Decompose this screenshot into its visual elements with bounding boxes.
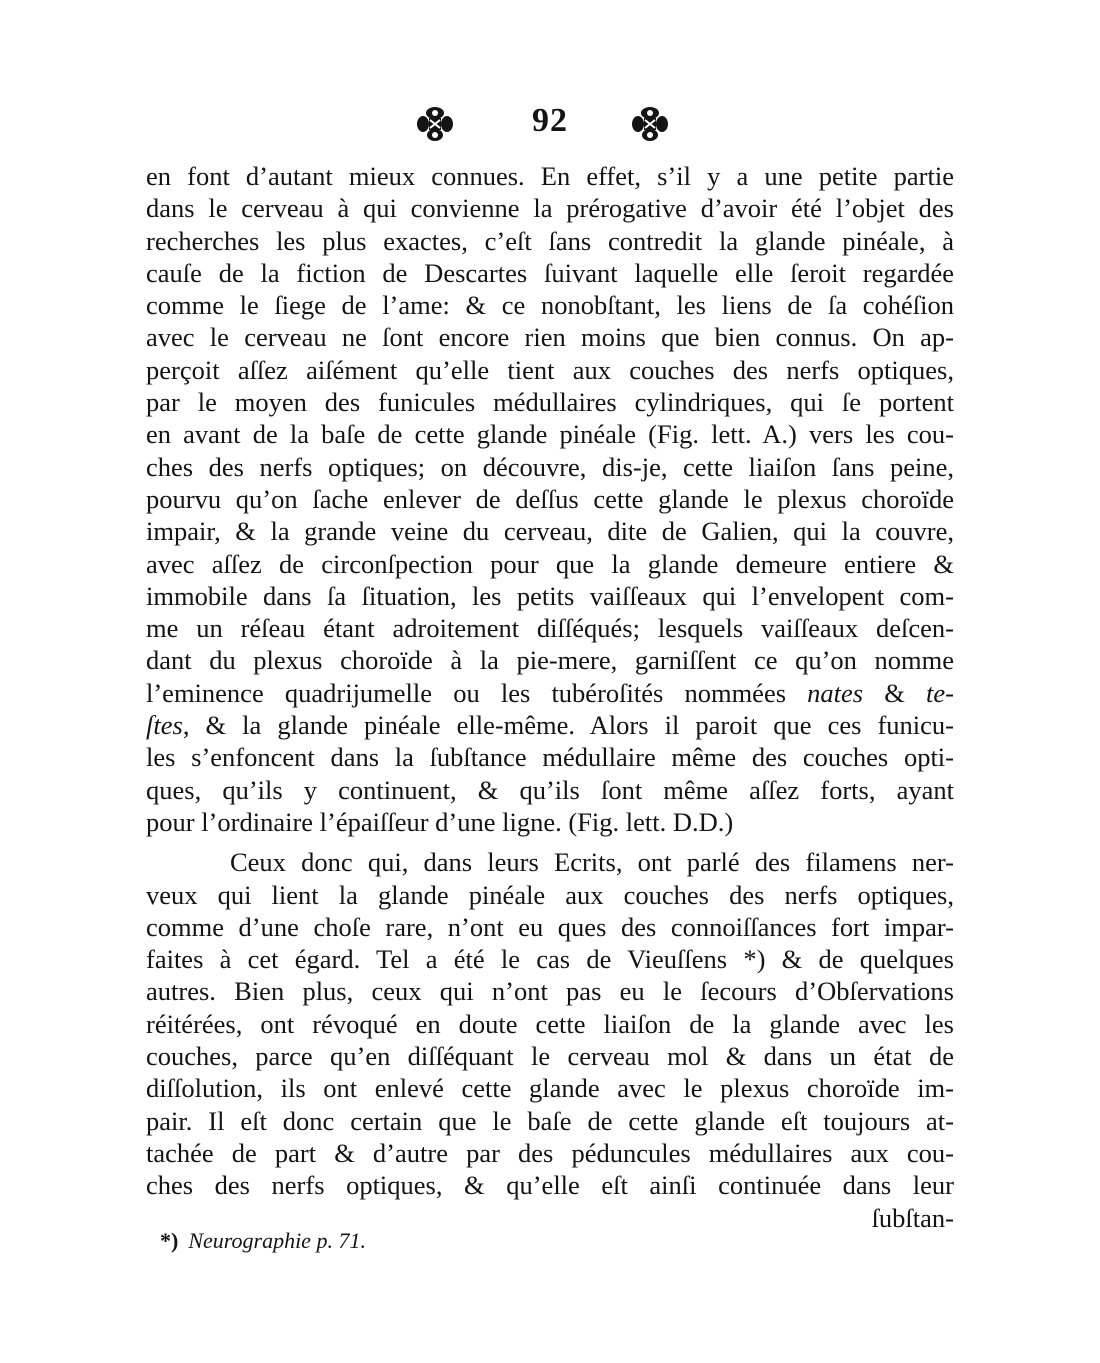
page-header <box>0 100 1100 150</box>
text-line: pourvu qu’on ſache enlever de deſſus cette glande le plexus choroïde <box>146 483 954 514</box>
page-number: 92 <box>532 102 568 139</box>
text-line: par le moyen des funicules médullaires cylindriques, qui ſe portent <box>146 387 954 418</box>
body-text <box>146 160 954 1234</box>
text-line: en font d’autant mieux connues. En effet, s’il y a une petite partie <box>146 161 954 191</box>
text-line: veux qui lient la glande pinéale aux couches des nerfs optiques, <box>146 879 954 910</box>
text-line: ches des nerfs optiques, & qu’elle eſt ainſi continuée dans leur <box>146 1170 954 1201</box>
text-segment: , & la glande pinéale elle-même. Alors il paroit que ces funicu- <box>182 710 954 741</box>
text-line: cauſe de la fiction de Descartes ſuivant laquelle elle ſeroit regardée <box>146 257 954 288</box>
ornament-left-icon <box>415 104 455 144</box>
text-line: réitérées, ont révoqué en doute cette liaiſon de la glande avec les <box>146 1008 954 1039</box>
text-line: autres. Bien plus, ceux qui n’ont pas eu le ſecours d’Obſervations <box>146 976 954 1007</box>
text-line: comme d’une choſe rare, n’ont eu ques des connoiſſances fort impar- <box>146 911 954 942</box>
italic-term-testes-end: ſtes <box>146 710 183 741</box>
text-line: Ceux donc qui, dans leurs Ecrits, ont parlé des filamens ner- <box>230 847 954 878</box>
text-segment: & <box>863 677 927 708</box>
paragraph-2 <box>146 846 954 1234</box>
text-line: diſſolution, ils ont enlevé cette glande avec le plexus choroïde im- <box>146 1073 954 1104</box>
text-line: comme le ſiege de l’ame: & ce nonobſtant, les liens de ſa cohéſion <box>146 290 954 321</box>
text-line: impair, & la grande veine du cerveau, dite de Galien, qui la couvre, <box>146 516 954 547</box>
text-line: couches, parce qu’en diſſéquant le cerveau mol & dans un état de <box>146 1041 954 1072</box>
catchword: ſubſtan- <box>871 1202 954 1233</box>
text-line: faites à cet égard. Tel a été le cas de Vieuſſens *) & de quelques <box>146 944 954 975</box>
text-line: dant du plexus choroïde à la pie-mere, garniſſent ce qu’on nomme <box>146 645 954 676</box>
text-line: recherches les plus exactes, c’eſt ſans contredit la glande pinéale, à <box>146 225 954 256</box>
text-line: avec aſſez de circonſpection pour que la glande demeure entiere & <box>146 548 954 579</box>
footnote-mark: *) <box>160 1228 179 1253</box>
text-line: les s’enfoncent dans la ſubſtance médullaire même des couches opti- <box>146 742 954 773</box>
paragraph-gap <box>146 838 954 846</box>
italic-term-nates: nates <box>807 677 864 708</box>
text-line: dans le cerveau à qui convienne la prérogative d’avoir été l’objet des <box>146 193 954 224</box>
text-line: avec le cerveau ne ſont encore rien moins que bien connus. On ap- <box>146 322 954 353</box>
text-line: ches des nerfs optiques; on découvre, dis-je, cette liaiſon ſans peine, <box>146 451 954 482</box>
text-line <box>146 709 954 741</box>
italic-term-testes-start: te- <box>926 677 954 708</box>
text-line: pour l’ordinaire l’épaiſſeur d’une ligne. (Fig. lett. D.D.) <box>146 806 734 837</box>
text-line: perçoit aſſez aiſément qu’elle tient aux couches des nerfs optiques, <box>146 354 954 385</box>
text-line: me un réſeau étant adroitement diſſéqués; lesquels vaiſſeaux deſcen- <box>146 613 954 644</box>
text-line <box>146 677 954 709</box>
ornament-right-icon <box>630 104 670 144</box>
text-line: immobile dans ſa ſituation, les petits vaiſſeaux qui l’envelopent com- <box>146 580 954 611</box>
footnote <box>160 1228 366 1254</box>
text-segment: l’eminence quadrijumelle ou les tubéroſités nommées <box>146 677 808 708</box>
footnote-text: Neurographie p. 71. <box>188 1228 366 1253</box>
text-line: pair. Il eſt donc certain que le baſe de cette glande eſt toujours at- <box>146 1105 954 1136</box>
text-line: ques, qu’ils y continuent, & qu’ils ſont même aſſez forts, ayant <box>146 774 954 805</box>
text-line: en avant de la baſe de cette glande pinéale (Fig. lett. A.) vers les cou- <box>146 419 954 450</box>
paragraph-1 <box>146 160 954 838</box>
text-line: tachée de part & d’autre par des péduncules médullaires aux cou- <box>146 1137 954 1168</box>
